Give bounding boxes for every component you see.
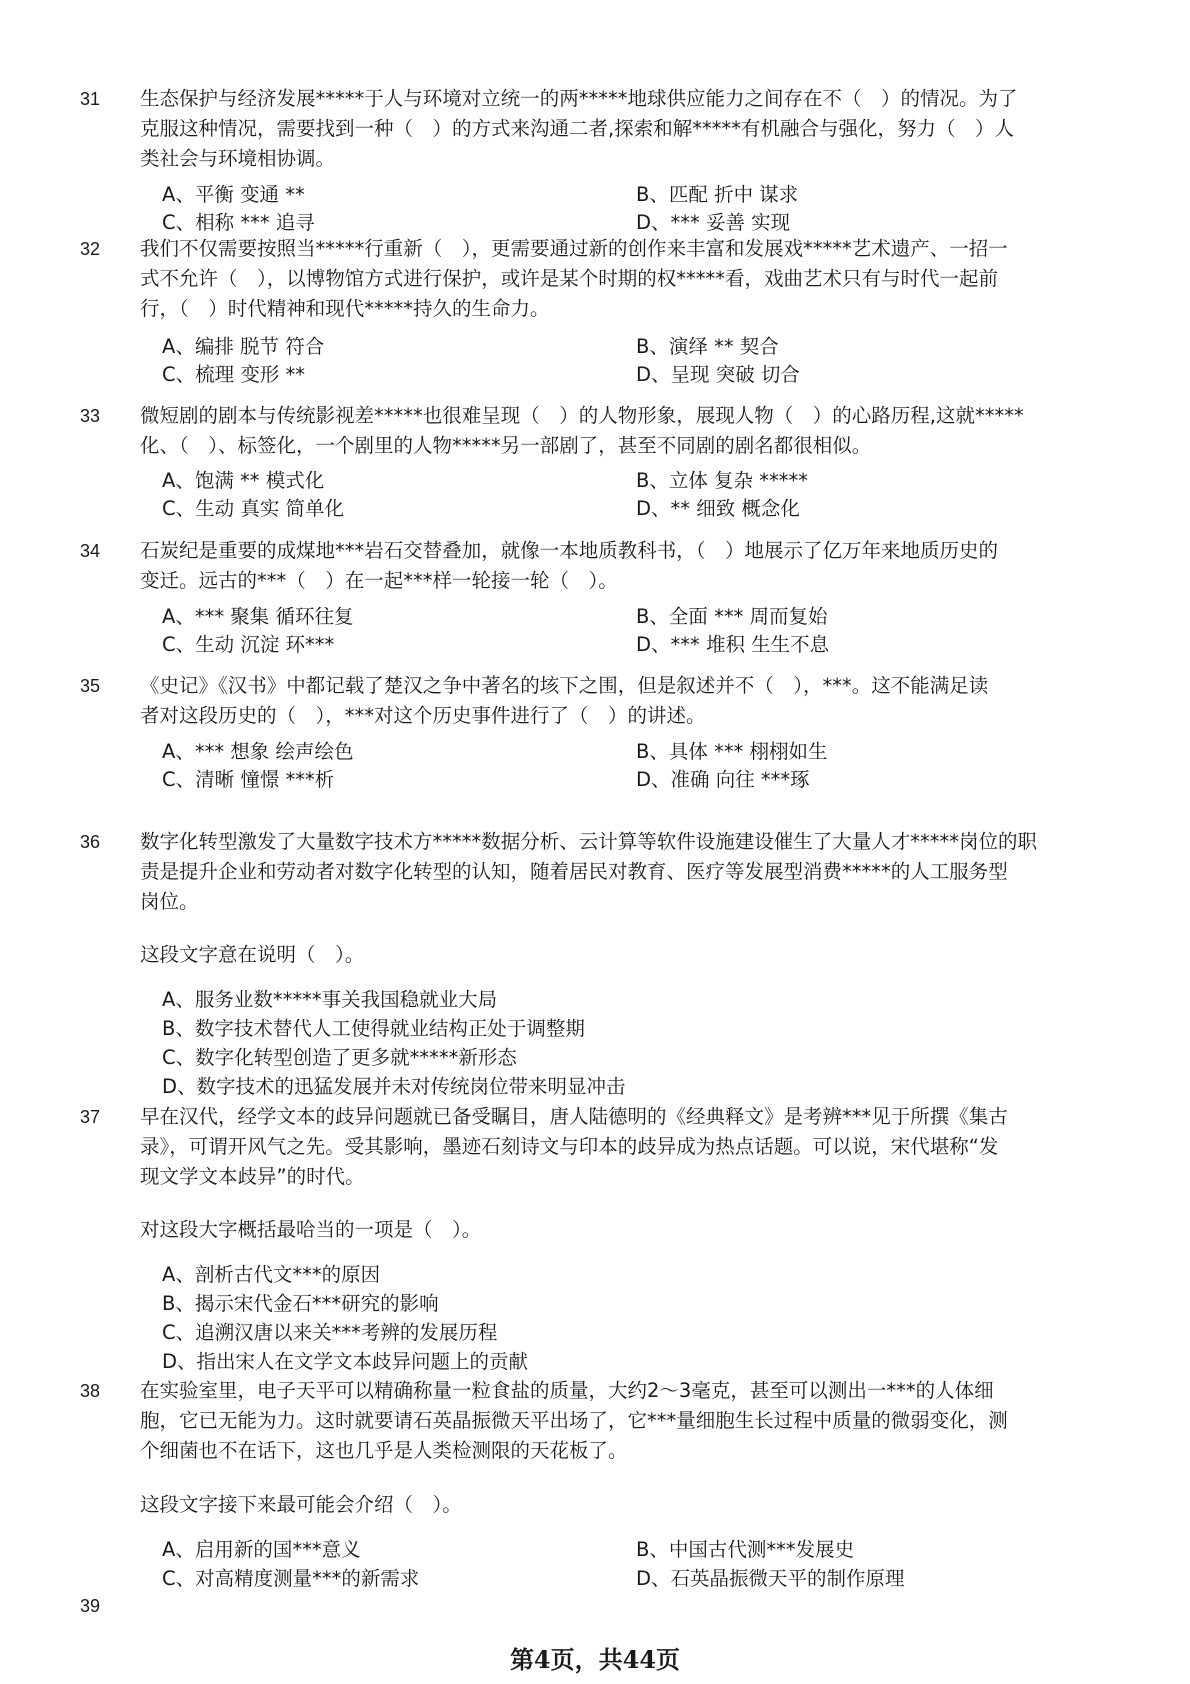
question-stem	[140, 234, 1095, 324]
option-c: C、对高精度测量***的新需求	[162, 1567, 420, 1590]
stem-line: 胞，它已无能为力。这时就要请石英晶振微天平出场了，它***量细胞生长过程中质量的微弱变化，测	[140, 1409, 1008, 1432]
option-a: A、饱满 ** 模式化	[162, 469, 325, 492]
question-number: 33	[80, 406, 101, 426]
question-number: 38	[80, 1381, 101, 1401]
option-c: C、生动 沉淀 环***	[162, 633, 335, 656]
stem-line: 变迁。远古的***（ ）在一起***样一轮接一轮（ ）。	[140, 569, 618, 592]
option-a: A、*** 想象 绘声绘色	[162, 740, 354, 763]
option-b: B、数字技术替代人工使得就业结构正处于调整期	[162, 1017, 585, 1040]
question-number: 39	[80, 1596, 101, 1616]
option-b: B、演绎 ** 契合	[636, 335, 779, 358]
option-a: A、*** 聚集 循环往复	[162, 605, 354, 628]
question-prompt: 这段文字接下来最可能会介绍（ ）。	[140, 1493, 462, 1516]
question-stem	[140, 536, 1095, 596]
stem-line: 式不允许（ ），以博物馆方式进行保护，或许是某个时期的权*****看，戏曲艺术只有与时代一起前	[140, 267, 999, 290]
question-prompt: 对这段大字概括最哈当的一项是（ ）。	[140, 1218, 482, 1241]
question-number: 32	[80, 239, 101, 259]
stem-line: 类社会与环境相协调。	[140, 147, 336, 170]
option-c: C、生动 真实 简单化	[162, 497, 345, 520]
stem-line: 录》，可谓开风气之先。受其影响，墨迹石刻诗文与印本的歧异成为热点话题。可以说，宋代堪称“发	[140, 1135, 999, 1158]
stem-line: 在实验室里，电子天平可以精确称量一粒食盐的质量，大约2～3毫克，甚至可以测出一***的人体细	[140, 1379, 994, 1402]
stem-line: 责是提升企业和劳动者对数字化转型的认知，随着居民对教育、医疗等发展型消费*****的人工服务型	[140, 860, 1008, 883]
option-d: D、*** 妥善 实现	[636, 211, 791, 234]
question-stem	[140, 827, 1095, 917]
option-b: B、立体 复杂 *****	[636, 469, 809, 492]
question-number: 31	[80, 89, 101, 109]
option-b: B、全面 *** 周而复始	[636, 605, 828, 628]
stem-line: 生态保护与经济发展*****于人与环境对立统一的两*****地球供应能力之间存在不（ ）的情况。为了	[140, 87, 1018, 110]
option-a: A、服务业数*****事关我国稳就业大局	[162, 988, 498, 1011]
option-b: B、匹配 折中 谋求	[636, 183, 799, 206]
stem-line: 现文学文本歧异”的时代。	[140, 1165, 365, 1188]
stem-line: 克服这种情况，需要找到一种（ ）的方式来沟通二者,探索和解*****有机融合与强化，努力（ ）人	[140, 117, 1014, 140]
option-d: D、呈现 突破 切合	[636, 363, 800, 386]
option-c: C、清晰 憧憬 ***析	[162, 768, 335, 791]
stem-line: 《史记》《汉书》中都记载了楚汉之争中著名的垓下之围，但是叙述并不（ ），***。这不能满足读	[140, 674, 989, 697]
stem-line: 微短剧的剧本与传统影视差*****也很难呈现（ ）的人物形象，展现人物（ ）的心路历程,这就*****	[140, 404, 1024, 427]
question-stem	[140, 1102, 1095, 1192]
stem-line: 岗位。	[140, 890, 199, 913]
stem-line: 石炭纪是重要的成煤地***岩石交替叠加，就像一本地质教科书，（ ）地展示了亿万年来地质历史的	[140, 539, 999, 562]
option-b: B、揭示宋代金石***研究的影响	[162, 1292, 439, 1315]
stem-line: 个细菌也不在话下，这也几乎是人类检测限的天花板了。	[140, 1439, 628, 1462]
option-a: A、平衡 变通 **	[162, 183, 305, 206]
question-number: 36	[80, 832, 101, 852]
option-a: A、剖析古代文***的原因	[162, 1263, 381, 1286]
option-b: B、具体 *** 栩栩如生	[636, 740, 828, 763]
option-c: C、追溯汉唐以来关***考辨的发展历程	[162, 1321, 498, 1344]
option-b: B、中国古代测***发展史	[636, 1538, 855, 1561]
stem-line: 数字化转型激发了大量数字技术方*****数据分析、云计算等软件设施建设催生了大量人才*****岗位的职	[140, 830, 1038, 853]
stem-line: 早在汉代，经学文本的歧异问题就已备受瞩目，唐人陆德明的《经典释文》是考辨***见于所撰《集古	[140, 1105, 1008, 1128]
stem-line: 化、（ ）、标签化，一个剧里的人物*****另一部剧了，甚至不同剧的剧名都很相似。	[140, 434, 872, 457]
question-stem	[140, 401, 1095, 461]
stem-line: 我们不仅需要按照当*****行重新（ ），更需要通过新的创作来丰富和发展戏*****艺术遗产、一招一	[140, 237, 1008, 260]
option-a: A、编排 脱节 符合	[162, 335, 325, 358]
page-footer: 第4页，共44页	[509, 1645, 681, 1674]
option-d: D、石英晶振微天平的制作原理	[636, 1567, 905, 1590]
option-d: D、指出宋人在文学文本歧异问题上的贡献	[162, 1350, 529, 1373]
question-stem	[140, 671, 1095, 731]
option-d: D、数字技术的迅猛发展并未对传统岗位带来明显冲击	[162, 1075, 626, 1098]
question-stem	[140, 84, 1095, 174]
question-number: 37	[80, 1107, 101, 1127]
question-prompt: 这段文字意在说明（ ）。	[140, 943, 365, 966]
option-d: D、** 细致 概念化	[636, 497, 800, 520]
option-d: D、*** 堆积 生生不息	[636, 633, 830, 656]
stem-line: 者对这段历史的（ ），***对这个历史事件进行了（ ）的讲述。	[140, 704, 706, 727]
question-stem	[140, 1376, 1095, 1466]
question-number: 35	[80, 676, 101, 696]
stem-line: 行，（ ）时代精神和现代*****持久的生命力。	[140, 297, 550, 320]
question-number: 34	[80, 541, 101, 561]
option-d: D、准确 向往 ***琢	[636, 768, 810, 791]
option-a: A、启用新的国***意义	[162, 1538, 361, 1561]
option-c: C、梳理 变形 **	[162, 363, 306, 386]
option-c: C、数字化转型创造了更多就*****新形态	[162, 1046, 517, 1069]
option-c: C、相称 *** 追寻	[162, 211, 315, 234]
